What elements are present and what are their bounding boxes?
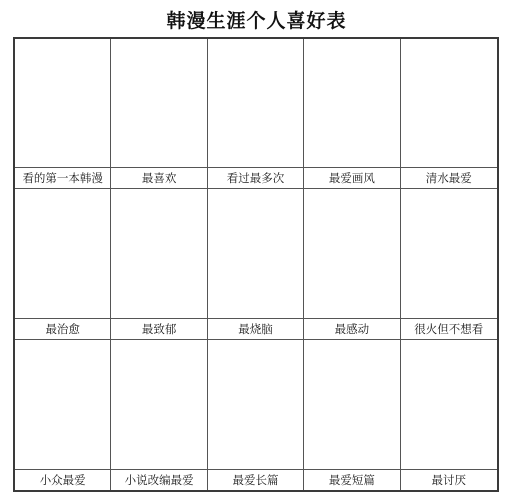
grid-cell-most-depressing[interactable] (111, 189, 207, 339)
cell-image-slot[interactable] (208, 340, 303, 469)
cell-image-slot[interactable] (208, 39, 303, 167)
cell-label: 清水最爱 (401, 167, 497, 188)
grid-cell-first-read[interactable] (15, 39, 111, 189)
grid-cell-favorite-art-style[interactable] (304, 39, 400, 189)
cell-image-slot[interactable] (401, 189, 497, 317)
grid-cell-favorite-short[interactable] (304, 340, 400, 490)
preference-grid (13, 37, 499, 492)
grid-cell-most-brain-burning[interactable] (208, 189, 304, 339)
cell-label: 最讨厌 (401, 469, 497, 490)
cell-label: 最爱画风 (304, 167, 399, 188)
cell-image-slot[interactable] (111, 340, 206, 469)
grid-cell-most-healing[interactable] (15, 189, 111, 339)
cell-label: 最爱长篇 (208, 469, 303, 490)
cell-image-slot[interactable] (208, 189, 303, 317)
cell-image-slot[interactable] (111, 39, 206, 167)
chart-title: 韩漫生涯个人喜好表 (166, 10, 347, 32)
cell-label: 看的第一本韩漫 (15, 167, 110, 188)
grid-cell-niche-favorite[interactable] (15, 340, 111, 490)
cell-image-slot[interactable] (304, 39, 399, 167)
cell-label: 看过最多次 (208, 167, 303, 188)
cell-label: 最感动 (304, 318, 399, 339)
cell-label: 小众最爱 (15, 469, 110, 490)
cell-image-slot[interactable] (304, 189, 399, 317)
cell-label: 最治愈 (15, 318, 110, 339)
cell-label: 小说改编最爱 (111, 469, 206, 490)
cell-label: 最喜欢 (111, 167, 206, 188)
cell-label: 很火但不想看 (401, 318, 497, 339)
cell-image-slot[interactable] (15, 189, 110, 317)
cell-image-slot[interactable] (401, 340, 497, 469)
grid-cell-most-hated[interactable] (401, 340, 497, 490)
cell-image-slot[interactable] (401, 39, 497, 167)
cell-image-slot[interactable] (15, 340, 110, 469)
grid-cell-favorite[interactable] (111, 39, 207, 189)
cell-image-slot[interactable] (111, 189, 206, 317)
grid-cell-popular-not-interested[interactable] (401, 189, 497, 339)
grid-cell-most-touching[interactable] (304, 189, 400, 339)
cell-label: 最烧脑 (208, 318, 303, 339)
grid-cell-favorite-clean[interactable] (401, 39, 497, 189)
grid-cell-novel-adaptation[interactable] (111, 340, 207, 490)
cell-label: 最爱短篇 (304, 469, 399, 490)
grid-cell-most-reread[interactable] (208, 39, 304, 189)
grid-cell-favorite-long[interactable] (208, 340, 304, 490)
cell-label: 最致郁 (111, 318, 206, 339)
cell-image-slot[interactable] (15, 39, 110, 167)
cell-image-slot[interactable] (304, 340, 399, 469)
